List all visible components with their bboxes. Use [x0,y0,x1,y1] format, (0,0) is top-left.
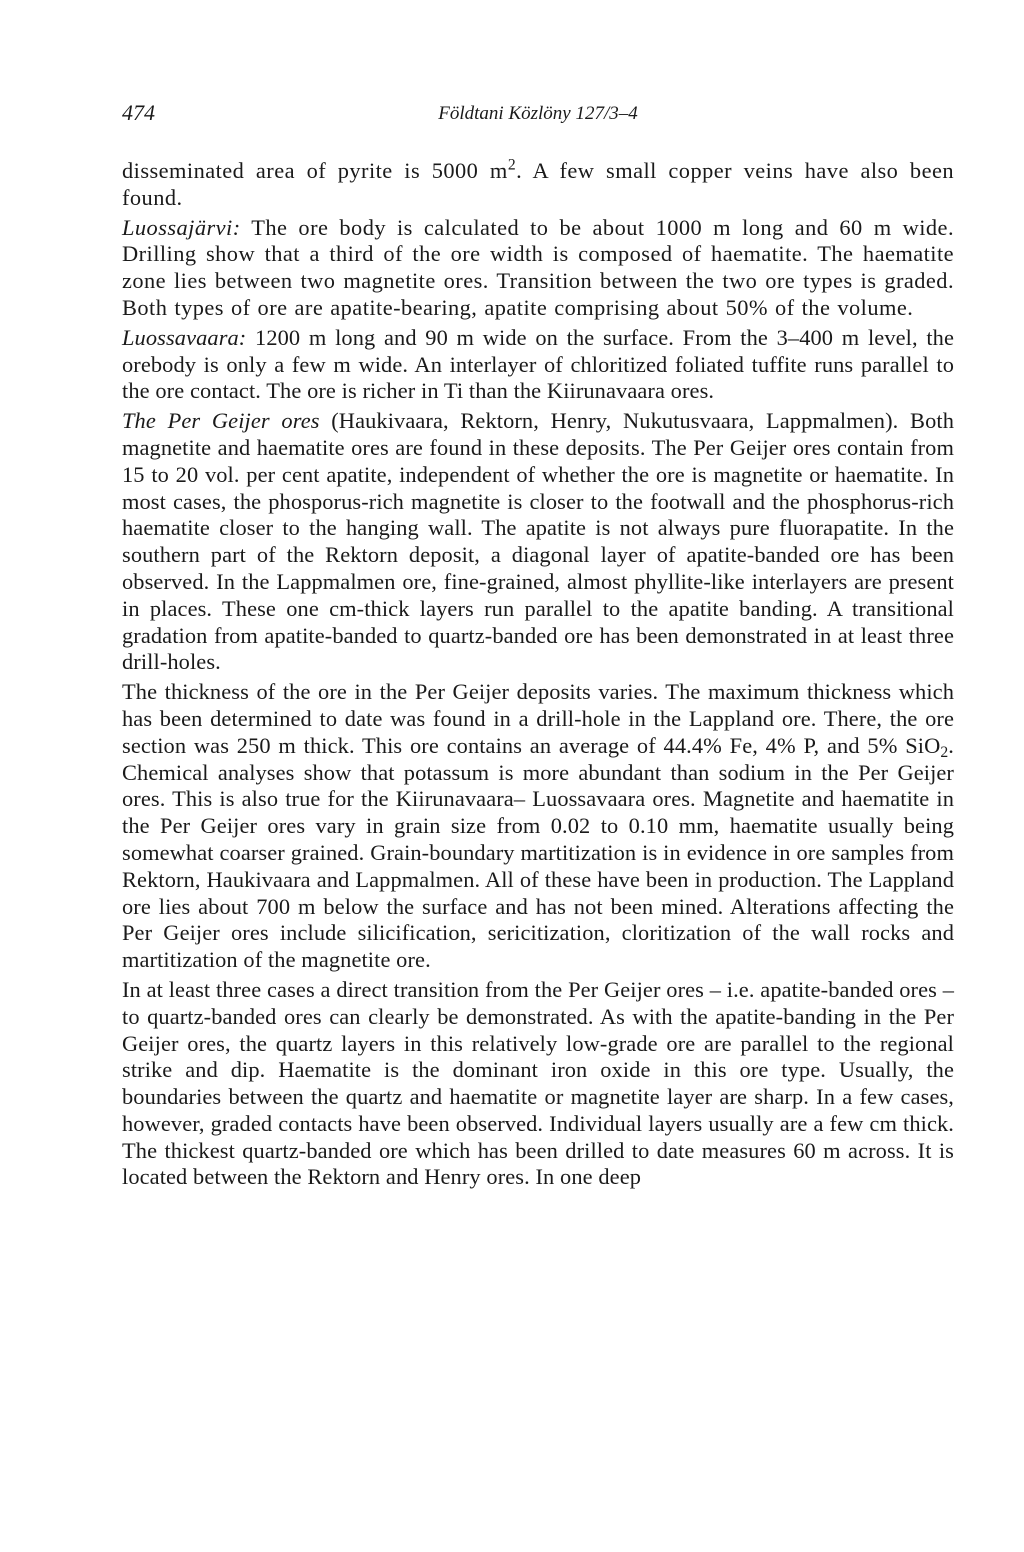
page-number: 474 [122,100,155,125]
subscript: 2 [940,743,949,761]
paragraph-text: . A few small copper veins have also been found. [122,158,954,210]
paragraph-quartz-banded [122,977,954,1191]
paragraph-text: (Haukivaara, Rektorn, Henry, Nukutusvaara, Lappmalmen). Both magnetite and haematite ores are found in these deposits. The Per Geijer ores contain from 15 to 20 vol. per cent apatite, independent of whether the ore is magnetite or haematite. In most cases, the phosporus-rich magnetite is closer to the footwall and the phosphorus-rich haematite closer to the hanging wall. The apatite is not always pure fluorapatite. In the southern part of the Rektorn deposit, a diagonal layer of apatite-banded ore has been observed. In the Lappmalmen ore, fine-grained, almost phyllite-like interlayers are present in places. These one cm-thick layers run parallel to the apatite banding. A transitional gradation from apatite-banded to quartz-banded ore has been demonstrated in at least three drill-holes. [122,408,954,675]
paragraph-luossavaara [122,325,954,405]
journal-title: Földtani Közlöny 127/3–4 [438,103,638,124]
running-header [122,100,954,140]
deposit-term: Luossavaara: [122,324,247,350]
deposit-term: The Per Geijer ores [122,408,320,434]
paragraph-text: disseminated area of pyrite is 5000 m [122,158,508,183]
paragraph-ore-thickness [122,679,954,974]
paragraph-text: The ore body is calculated to be about 1000 m long and 60 m wide. Drilling show that a third of the ore width is composed of haematite. The haematite zone lies between two magnetite ores. Transition between the two ore types is graded. Both types of ore are apatite-bearing, apatite comprising about 50% of the volume. [122,214,954,320]
paragraph-text: The thickness of the ore in the Per Geijer deposits varies. The maximum thickness which has been determined to date was found in a drill-hole in the Lappland ore. There, the ore section was 250 m thick. This ore contains an average of 44.4% Fe, 4% P, and 5% SiO [122,679,954,758]
superscript: 2 [507,156,517,174]
paragraph-text: . Chemical analyses show that potassum is more abundant than sodium in the Per Geijer ores. This is also true for the Kiirunavaara– Luossavaara ores. Magnetite and haematite in the Per Geijer ores vary in grain size from 0.02 to 0.10 mm, haematite usually being somewhat coarser grained. Grain-boundary martitization is in evidence in ore samples from Rektorn, Haukivaara and Lappmalmen. All of these have been in production. The Lappland ore lies about 700 m below the surface and has not been mined. Alterations affecting the Per Geijer ores include silicification, sericitization, cloritization of the wall rocks and martitization of the magnetite ore. [122,732,954,973]
paragraph-text: 1200 m long and 90 m wide on the surface. From the 3–400 m level, the orebody is only a few m wide. An interlayer of chloritized foliated tuffite runs parallel to the ore contact. The ore is richer in Ti than the Kiirunavaara ores. [122,324,954,404]
paragraph-pyrite [122,158,954,212]
paragraph-luossajarvi [122,215,954,322]
page [122,100,954,1191]
paragraph-text: In at least three cases a direct transition from the Per Geijer ores – i.e. apatite-banded ores – to quartz-banded ores can clearly be demonstrated. As with the apatite-banding in the Per Geijer ores, the quartz layers in this relatively low-grade ore are parallel to the regional strike and dip. Haematite is the dominant iron oxide in this ore type. Usually, the boundaries between the quartz and haematite or magnetite layer are sharp. In a few cases, however, graded contacts have been observed. Individual layers usually are a few cm thick. The thickest quartz-banded ore which has been drilled to date measures 60 m across. It is located between the Rektorn and Henry ores. In one deep [122,976,954,1190]
paragraph-per-geijer [122,408,954,676]
deposit-term: Luossajärvi: [122,214,241,240]
